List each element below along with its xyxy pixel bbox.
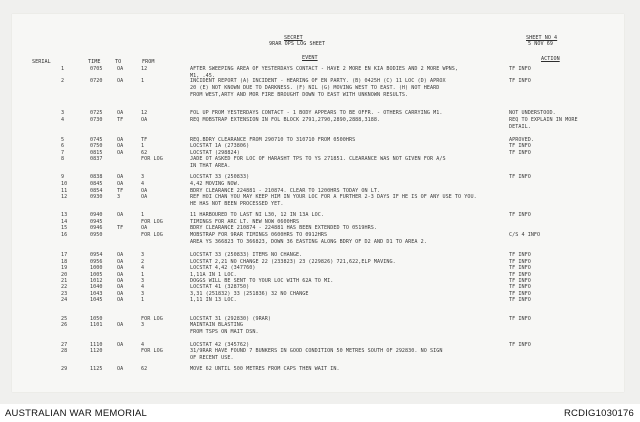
row-time: 0940 — [90, 212, 103, 218]
row-serial: 4 — [61, 117, 65, 123]
row-serial: 23 — [61, 291, 68, 297]
row-serial: 10 — [61, 181, 68, 187]
row-from: OA — [141, 117, 148, 123]
header-serial: SERIAL — [32, 59, 51, 65]
row-from: 12 — [141, 66, 148, 72]
sheet-title: 9RAR OPS LOG SHEET — [269, 41, 326, 47]
row-from: 3 — [141, 291, 145, 297]
row-to: 3 — [117, 194, 121, 200]
row-to: OA — [117, 78, 124, 84]
row-event-line: 1,11A IN 1 LOC. — [190, 272, 237, 278]
row-serial: 3 — [61, 110, 65, 116]
row-to: OA — [117, 342, 124, 348]
row-event-line: REF HOI CHAN YOU MAY KEEP HIM IN YOUR LOC FOR A FURTHER 2-3 DAYS IF HE IS OF ANY USE TO YOU. — [190, 194, 477, 200]
row-to: OA — [117, 174, 124, 180]
row-from: FOR LOG — [141, 232, 163, 238]
row-to: OA — [117, 265, 124, 271]
row-from: 12 — [141, 110, 148, 116]
row-from: 4 — [141, 265, 145, 271]
row-from: 1 — [141, 212, 145, 218]
row-to: OA — [117, 137, 124, 143]
row-time: 0750 — [90, 143, 103, 149]
row-time: 0954 — [90, 252, 103, 258]
row-event-line: LOCSTAT 41 (328750) — [190, 284, 250, 290]
row-time: 0720 — [90, 78, 103, 84]
row-serial: 5 — [61, 137, 65, 143]
row-serial: 28 — [61, 348, 68, 354]
row-serial: 14 — [61, 219, 68, 225]
row-time: 1050 — [90, 316, 103, 322]
row-time: 0945 — [90, 219, 103, 225]
row-to: OA — [117, 278, 124, 284]
row-event-line: BDRY CLEARANCE 210874 - 224881 HAS BEEN EXTENDED TO 0519HRS. — [190, 225, 378, 231]
row-from: 3 — [141, 252, 145, 258]
row-from: 4 — [141, 342, 145, 348]
row-event-line: MOVE 62 UNTIL 500 METRES FROM CAPS THEN WAIT IN. — [190, 366, 340, 372]
row-serial: 11 — [61, 188, 68, 194]
row-action-line: TF INFO — [509, 174, 531, 180]
row-time: 1045 — [90, 297, 103, 303]
footer-record-id: RCDIG1030176 — [564, 408, 634, 419]
row-event-line: AFTER SWEEPING AREA OF YESTERDAYS CONTACT - HAVE 2 MORE EN KIA BODIES AND 2 MORE WPNS, — [190, 66, 459, 72]
row-event-line: TIMINGS FOR ARC LT. NEW NOW 0600HRS — [190, 219, 300, 225]
header-time: TIME — [88, 59, 101, 65]
row-serial: 25 — [61, 316, 68, 322]
row-from: 1 — [141, 272, 145, 278]
row-event-line: LOCSTAT 33 (250833) ITEMS NO CHANGE. — [190, 252, 303, 258]
row-to: OA — [117, 284, 124, 290]
row-event-line: JADE OT ASKED FOR LOC OF HARASHT TPS TO YS 271851. CLEARANCE WAS NOT GIVEN FOR A/S — [190, 156, 446, 162]
row-action-line: TF INFO — [509, 78, 531, 84]
row-action-line: TF INFO — [509, 278, 531, 284]
row-event-line: M1, .45. — [190, 73, 215, 79]
row-serial: 12 — [61, 194, 68, 200]
row-event-line: AREA YS 366823 TO 366823, DOWN 36 EASTING ALONG BDRY OF D2 AND D1 TO AREA 2. — [190, 239, 427, 245]
row-from: 4 — [141, 181, 145, 187]
row-action-line: C/S 4 INFO — [509, 232, 541, 238]
row-from: OA — [141, 188, 148, 194]
row-event-line: 31/9RAR HAVE FOUND 7 BUNKERS IN GOOD CONDITION 50 METRES SOUTH OF 292830. NO SIGN — [190, 348, 443, 354]
row-action-line: TF INFO — [509, 316, 531, 322]
row-from: OA — [141, 225, 148, 231]
row-from: FOR LOG — [141, 316, 163, 322]
row-action-line: TF INFO — [509, 342, 531, 348]
row-from: 62 — [141, 366, 148, 372]
row-event-line: LOCSTAT 2,21 NO CHANGE 22 (233823) 23 (229826) 721,622,ELP MAVING. — [190, 259, 396, 265]
row-time: 1000 — [90, 265, 103, 271]
row-event-line: LOCSTAT (298824) — [190, 150, 240, 156]
row-event-line: FOL UP FROM YESTERDAYS CONTACT - 1 BODY APPEARS TO BE OFFR. - OTHERS CARRYING M1. — [190, 110, 443, 116]
classification-marking: SECRET — [284, 35, 303, 41]
row-to: OA — [117, 150, 124, 156]
row-action-line: DETAIL. — [509, 124, 531, 130]
row-time: 1110 — [90, 342, 103, 348]
row-serial: 1 — [61, 66, 65, 72]
row-time: 0725 — [90, 110, 103, 116]
column-headers — [0, 55, 640, 65]
row-time: 0950 — [90, 232, 103, 238]
row-from: 3 — [141, 322, 145, 328]
row-to: TF — [117, 225, 124, 231]
row-event-line: LOCSTAT 31 (292830) (9RAR) — [190, 316, 272, 322]
row-event-line: LOCSTAT 1A (273806) — [190, 143, 250, 149]
row-serial: 16 — [61, 232, 68, 238]
row-event-line: OF RECENT USE. — [190, 355, 234, 361]
row-to: TF — [117, 117, 124, 123]
row-serial: 15 — [61, 225, 68, 231]
row-to: OA — [117, 291, 124, 297]
row-event-line: MOBSTRAP FOR 9RAR TIMINGS 0600HRS TO 0912HRS — [190, 232, 328, 238]
header-action: ACTION — [541, 56, 560, 62]
row-event-line: 4,42 MOVING NOW. — [190, 181, 240, 187]
row-action-line: TF INFO — [509, 150, 531, 156]
row-event-line: 11 HARBOURED TO LAST NI L30, 12 IN 13A LOC. — [190, 212, 325, 218]
row-event-line: FROM WEST,ARTY AND MOR FIRE BROUGHT DOWN TO EAST WITH UNKNOWN RESULTS. — [190, 92, 409, 98]
row-from: 4 — [141, 284, 145, 290]
header-to: TO — [115, 59, 122, 65]
row-serial: 27 — [61, 342, 68, 348]
row-serial: 18 — [61, 259, 68, 265]
row-from: TF — [141, 137, 148, 143]
row-to: OA — [117, 66, 124, 72]
row-time: 0730 — [90, 117, 103, 123]
row-time: 1005 — [90, 272, 103, 278]
row-time: 0815 — [90, 150, 103, 156]
row-to: OA — [117, 259, 124, 265]
row-from: 3 — [141, 174, 145, 180]
row-serial: 9 — [61, 174, 65, 180]
footer-archive-name: AUSTRALIAN WAR MEMORIAL — [5, 408, 148, 419]
row-event-line: MAINTAIN BLASTING — [190, 322, 243, 328]
header-from: FROM — [142, 59, 155, 65]
row-time: 0845 — [90, 181, 103, 187]
row-action-line: TF INFO — [509, 291, 531, 297]
row-event-line: LOCSTAT 42 (345762) — [190, 342, 250, 348]
row-event-line: LOCSTAT 4,42 (347760) — [190, 265, 256, 271]
row-from: 2 — [141, 259, 145, 265]
row-from: 62 — [141, 150, 148, 156]
row-action-line: TF INFO — [509, 284, 531, 290]
row-to: OA — [117, 143, 124, 149]
row-event-line: REQ.BDRY CLEARANCE FROM 290710 TO 310710 FROM 0500HRS — [190, 137, 356, 143]
row-serial: 22 — [61, 284, 68, 290]
row-action-line: APROVED. — [509, 137, 534, 143]
row-event-line: LOCSTAT 33 (250833) — [190, 174, 250, 180]
row-serial: 6 — [61, 143, 65, 149]
sheet-number: SHEET NO 4 — [526, 35, 558, 41]
header-event: EVENT — [302, 55, 318, 61]
row-serial: 13 — [61, 212, 68, 218]
row-serial: 29 — [61, 366, 68, 372]
row-action-line: TF INFO — [509, 259, 531, 265]
row-event-line: REQ MOBSTRAP EXTENSION IN FOL BLOCK 2791,2790,2890,2888,3188. — [190, 117, 381, 123]
row-event-line: IN THAT AREA. — [190, 163, 231, 169]
row-to: OA — [117, 272, 124, 278]
row-from: OA — [141, 194, 148, 200]
row-time: 1101 — [90, 322, 103, 328]
row-from: FOR LOG — [141, 219, 163, 225]
row-to: OA — [117, 212, 124, 218]
sheet-date: 5 NOV 69 — [528, 41, 553, 47]
row-to: OA — [117, 322, 124, 328]
row-action-line: TF INFO — [509, 143, 531, 149]
row-action-line: TF INFO — [509, 212, 531, 218]
row-serial: 24 — [61, 297, 68, 303]
row-from: 1 — [141, 297, 145, 303]
row-to: TF — [117, 188, 124, 194]
row-time: 1120 — [90, 348, 103, 354]
row-action-line: NOT UNDERSTOOD. — [509, 110, 556, 116]
row-to: OA — [117, 297, 124, 303]
row-serial: 2 — [61, 78, 65, 84]
row-serial: 8 — [61, 156, 65, 162]
row-from: 1 — [141, 78, 145, 84]
row-event-line: INCIDENT REPORT (A) INCIDENT - HEARING OF EN PARTY. (B) 0425H (C) 11 LOC (D) APROX — [190, 78, 446, 84]
row-serial: 21 — [61, 278, 68, 284]
row-time: 1125 — [90, 366, 103, 372]
row-action-line: TF INFO — [509, 265, 531, 271]
row-to: OA — [117, 181, 124, 187]
row-time: 0745 — [90, 137, 103, 143]
row-event-line: 1,11 IN 13 LOC. — [190, 297, 237, 303]
row-event-line: HE HAS NOT BEEN PROCESSED YET. — [190, 201, 284, 207]
row-serial: 19 — [61, 265, 68, 271]
row-time: 1012 — [90, 278, 103, 284]
row-action-line: TF INFO — [509, 252, 531, 258]
row-from: FOR LOG — [141, 156, 163, 162]
row-serial: 20 — [61, 272, 68, 278]
row-action-line: TF INFO — [509, 297, 531, 303]
row-from: FOR LOG — [141, 348, 163, 354]
row-to: OA — [117, 252, 124, 258]
row-from: 3 — [141, 278, 145, 284]
row-time: 0930 — [90, 194, 103, 200]
row-time: 0705 — [90, 66, 103, 72]
row-event-line: FROM TSPS ON MAIT DSN. — [190, 329, 259, 335]
row-action-line: TF INFO — [509, 272, 531, 278]
row-serial: 7 — [61, 150, 65, 156]
row-time: 1043 — [90, 291, 103, 297]
row-serial: 17 — [61, 252, 68, 258]
row-event-line: BDRY CLEARANCE 224881 - 210874. CLEAR TO 1200HRS TODAY ON LT. — [190, 188, 381, 194]
row-event-line: DOGGS WILL BE SENT TO YOUR LOC WITH 62A TO MI. — [190, 278, 334, 284]
row-time: 1040 — [90, 284, 103, 290]
row-serial: 26 — [61, 322, 68, 328]
row-time: 0838 — [90, 174, 103, 180]
row-time: 0946 — [90, 225, 103, 231]
row-to: OA — [117, 366, 124, 372]
row-action-line: REQ TO EXPLAIN IN MORE — [509, 117, 578, 123]
row-event-line: 20 (E) NOT KNOWN DUE TO DARKNESS. (F) NIL (G) MOVING WEST TO EAST. (H) NOT HEARD — [190, 85, 440, 91]
row-time: 0837 — [90, 156, 103, 162]
row-to: OA — [117, 110, 124, 116]
row-from: 1 — [141, 143, 145, 149]
row-time: 0956 — [90, 259, 103, 265]
row-time: 0854 — [90, 188, 103, 194]
row-event-line: 3,31 (251832) 33 (251836) 32 NO CHANGE — [190, 291, 309, 297]
row-action-line: TF INFO — [509, 66, 531, 72]
